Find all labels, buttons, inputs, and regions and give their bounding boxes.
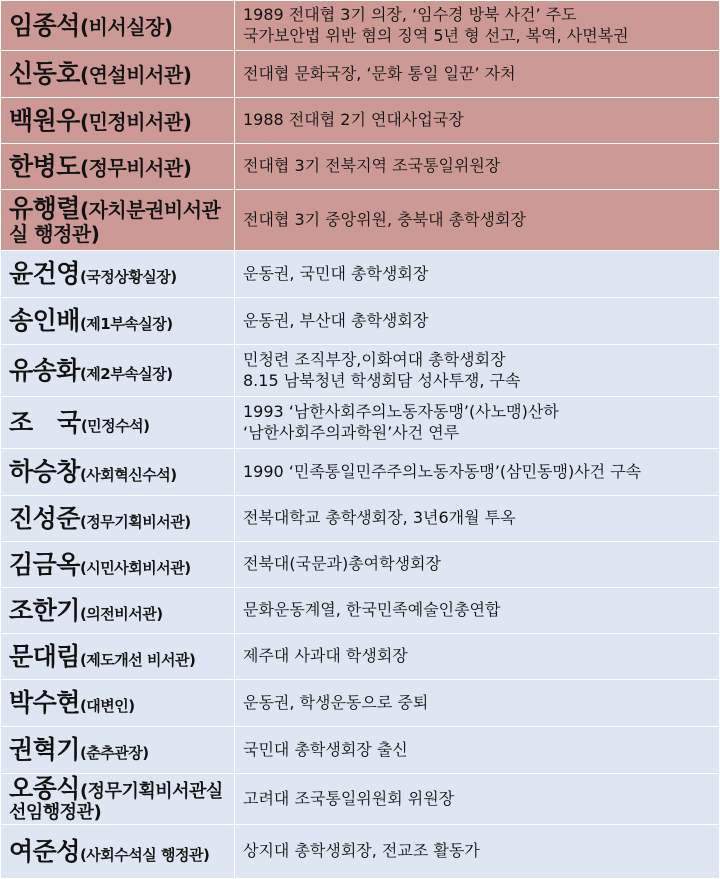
staff-background-cell <box>235 774 720 825</box>
staff-name-cell <box>1 144 235 190</box>
staff-name-cell <box>1 774 235 825</box>
staff-name: 조 국 <box>9 407 81 437</box>
background-line: 전북대학교 총학생회장, 3년6개월 투옥 <box>243 508 516 528</box>
staff-position: (사회혁신수석) <box>79 466 177 484</box>
table-row <box>1 449 720 496</box>
staff-name-cell <box>1 98 235 144</box>
background-line: 제주대 사과대 학생회장 <box>243 646 408 666</box>
table-row <box>1 98 720 144</box>
staff-background-cell <box>235 825 720 879</box>
table-row <box>1 588 720 634</box>
background-line: 운동권, 국민대 총학생회장 <box>243 263 429 283</box>
staff-position: (의전비서관) <box>79 604 163 623</box>
staff-name: 백원우 <box>9 105 80 135</box>
background-line: ‘남한사회주의과학원’사건 연루 <box>243 422 460 442</box>
staff-name-cell <box>1 588 235 634</box>
table-row <box>1 251 720 298</box>
staff-name: 오종식 <box>9 773 80 803</box>
staff-name-cell <box>1 449 235 496</box>
staff-name: 진성준 <box>9 503 80 533</box>
table-row <box>1 825 720 879</box>
background-line: 1988 전대협 2기 연대사업국장 <box>243 110 464 130</box>
staff-background-cell <box>235 190 720 251</box>
background-line: 운동권, 부산대 총학생회장 <box>243 310 429 330</box>
staff-background-cell <box>235 542 720 588</box>
table-row <box>1 345 720 397</box>
staff-background-cell <box>235 298 720 345</box>
staff-name: 박수현 <box>9 688 80 717</box>
staff-background-cell <box>235 1 720 51</box>
staff-name: 신동호 <box>9 59 80 88</box>
staff-background-cell <box>235 51 720 98</box>
staff-position: (정무기획비서관실선임행정관) <box>9 780 223 823</box>
background-line: 1990 ‘민족통일민주주의노동자동맹’(삼민동맹)사건 구속 <box>243 461 642 481</box>
background-line: 문화운동계열, 한국민족예술인총연합 <box>243 600 501 620</box>
background-line: 고려대 조국통일위원회 위원장 <box>243 788 455 808</box>
background-line: 상지대 총학생회장, 전교조 활동가 <box>243 841 480 861</box>
staff-name-cell <box>1 542 235 588</box>
staff-name-cell <box>1 634 235 680</box>
staff-position: (정무기획비서관) <box>79 512 191 531</box>
staff-position: (사회수석실 행정관) <box>79 845 210 864</box>
table-row <box>1 51 720 98</box>
staff-name: 송인배 <box>9 306 80 335</box>
staff-position: (자치분권비서관실 행정관) <box>9 197 221 246</box>
staff-name: 유행렬 <box>9 193 80 223</box>
staff-background-cell <box>235 680 720 727</box>
staff-position: (민정비서관) <box>79 109 192 134</box>
staff-name-cell <box>1 298 235 345</box>
background-line: 8.15 남북청년 학생회담 성사투쟁, 구속 <box>243 370 521 390</box>
staff-name-cell <box>1 51 235 98</box>
table-row <box>1 144 720 190</box>
table-row <box>1 1 720 51</box>
staff-name: 여준성 <box>9 836 80 866</box>
staff-name: 권혁기 <box>9 735 80 764</box>
table-row <box>1 496 720 542</box>
staff-position: (제도개선 비서관) <box>79 650 196 669</box>
background-line: 전대협 문화국장, ‘문화 통일 일꾼’ 자처 <box>243 63 516 83</box>
staff-name: 유송화 <box>9 355 80 385</box>
background-line: 전대협 3기 전북지역 조국통일위원장 <box>243 156 501 176</box>
staff-background-cell <box>235 251 720 298</box>
staff-name-cell <box>1 680 235 727</box>
table-row <box>1 542 720 588</box>
staff-background-cell <box>235 588 720 634</box>
staff-background-cell <box>235 397 720 449</box>
table-row <box>1 680 720 727</box>
background-line: 1989 전대협 3기 의장, ‘임수경 방북 사건’ 주도 <box>243 4 577 24</box>
staff-position: (시민사회비서관) <box>79 558 191 577</box>
staff-name-cell <box>1 397 235 449</box>
background-line: 전대협 3기 중앙위원, 충북대 총학생회장 <box>243 209 526 229</box>
staff-background-cell <box>235 634 720 680</box>
staff-position: (제1부속실장) <box>79 315 173 333</box>
staff-name: 한병도 <box>9 151 80 181</box>
staff-position: (정무비서관) <box>79 155 192 180</box>
table-row <box>1 397 720 449</box>
staff-position: (국정상황실장) <box>79 268 177 286</box>
staff-name-cell <box>1 825 235 879</box>
staff-name-cell <box>1 345 235 397</box>
staff-background-cell <box>235 727 720 774</box>
background-line: 1993 ‘남한사회주의노동자동맹’(사노맹)산하 <box>243 401 559 421</box>
background-line: 국민대 총학생회장 출신 <box>243 739 408 759</box>
staff-background-cell <box>235 98 720 144</box>
staff-name: 조한기 <box>9 595 80 625</box>
staff-name: 윤건영 <box>9 259 80 288</box>
staff-position: (민정수석) <box>80 416 150 435</box>
table-row <box>1 634 720 680</box>
staff-name: 문대림 <box>9 641 80 671</box>
staff-name: 임종석 <box>9 10 80 40</box>
table-row <box>1 190 720 251</box>
staff-background-cell <box>235 144 720 190</box>
staff-background-cell <box>235 496 720 542</box>
staff-position: (비서실장) <box>79 14 173 39</box>
background-line: 전북대(국문과)총여학생회장 <box>243 554 441 574</box>
background-line: 운동권, 학생운동으로 중퇴 <box>243 692 429 712</box>
table-row <box>1 298 720 345</box>
background-line: 민청련 조직부장,이화여대 총학생회장 <box>243 349 506 369</box>
staff-name: 하승창 <box>9 457 80 486</box>
background-line: 국가보안법 위반 혐의 징역 5년 형 선고, 복역, 사면복권 <box>243 25 629 45</box>
staff-background-cell <box>235 345 720 397</box>
staff-name-cell <box>1 251 235 298</box>
staff-position: (대변인) <box>79 697 135 715</box>
table-row <box>1 727 720 774</box>
staff-position: (춘추관장) <box>79 744 149 762</box>
staff-name-cell <box>1 1 235 51</box>
staff-name-cell <box>1 727 235 774</box>
staff-name-cell <box>1 190 235 251</box>
staff-position: (제2부속실장) <box>79 364 173 383</box>
staff-table-body <box>1 1 720 879</box>
staff-background-cell <box>235 449 720 496</box>
table-row <box>1 774 720 825</box>
staff-name-cell <box>1 496 235 542</box>
staff-position: (연설비서관) <box>79 63 192 87</box>
staff-name: 김금옥 <box>9 549 80 579</box>
